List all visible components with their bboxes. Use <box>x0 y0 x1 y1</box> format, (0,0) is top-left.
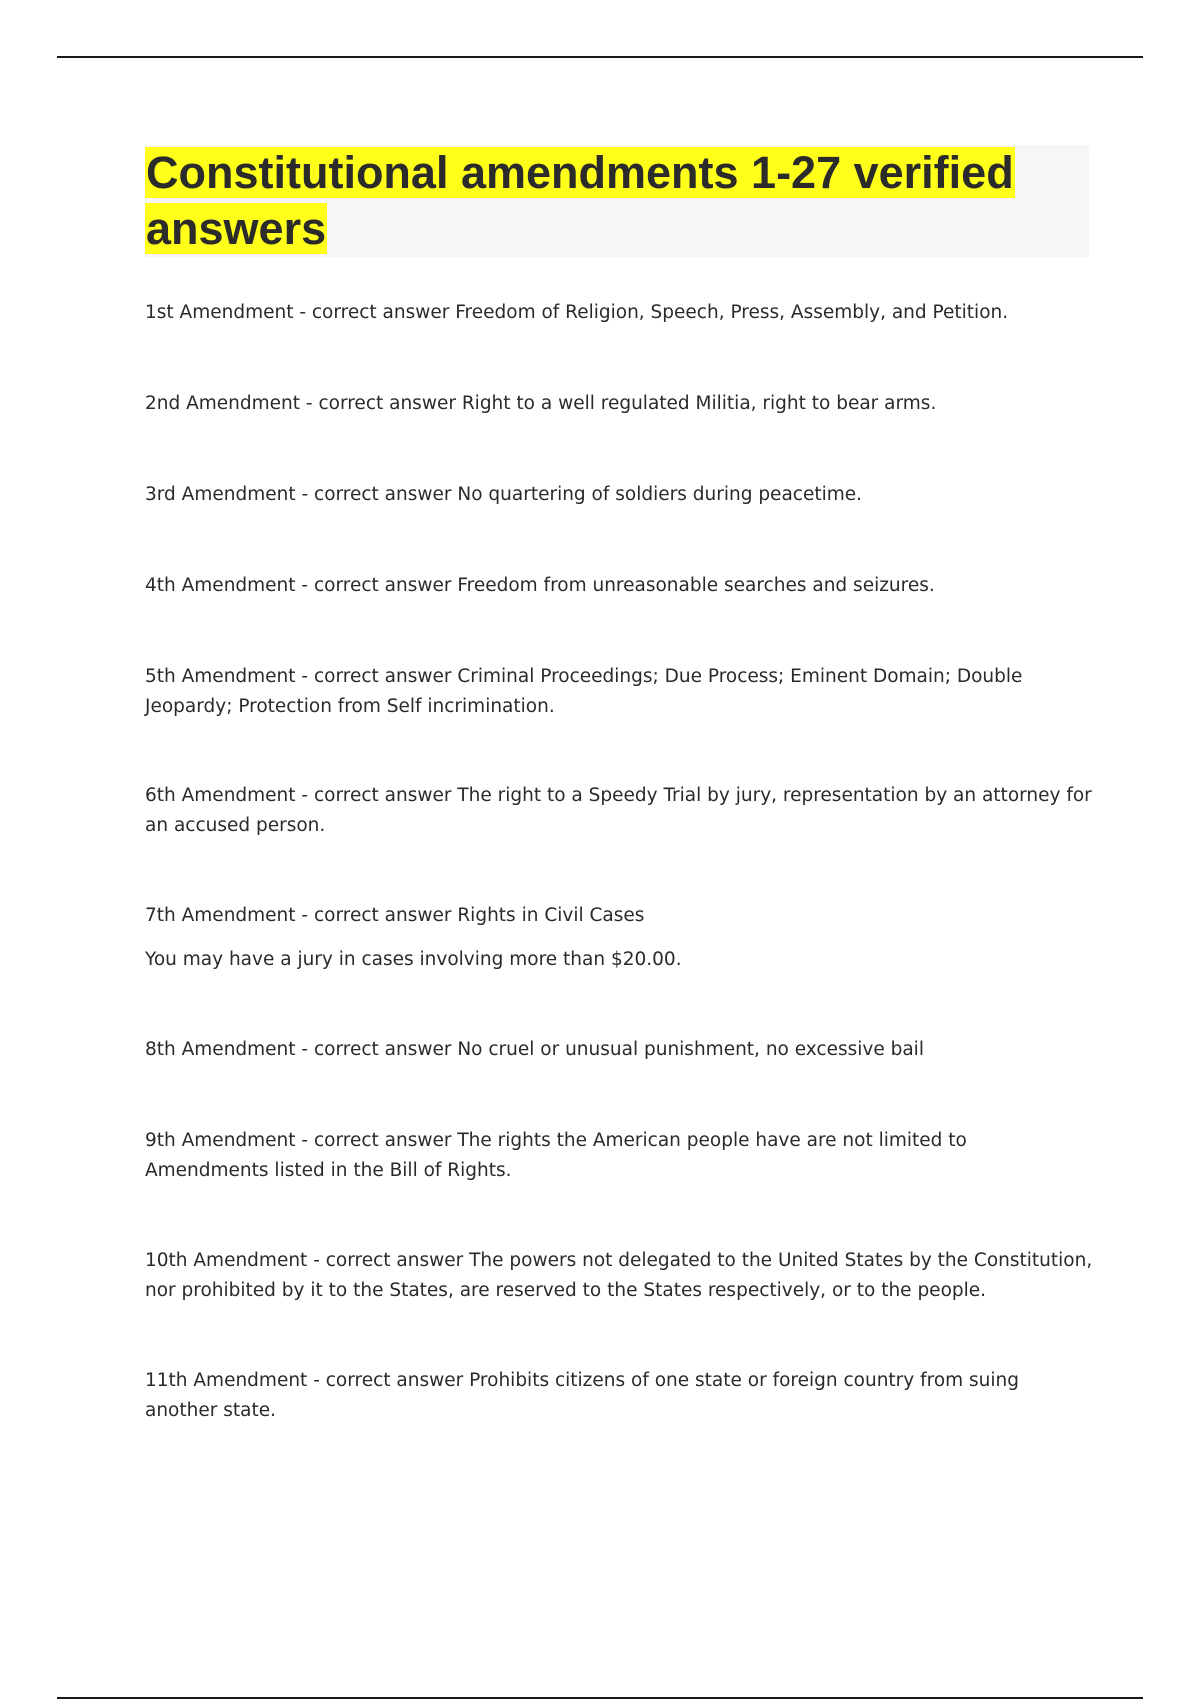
page-title <box>145 145 1089 257</box>
amendment-text: 4th Amendment - correct answer Freedom from unreasonable searches and seizures. <box>145 575 935 596</box>
amendment-text: 8th Amendment - correct answer No cruel or unusual punishment, no excessive bail <box>145 1039 924 1060</box>
amendment-entry-6 <box>145 781 1095 841</box>
title-highlight: Constitutional amendments 1-27 verified answers <box>146 147 1014 254</box>
amendment-text: 9th Amendment - correct answer The rights the American people have are not limited to Amendments listed in the Bill of Rights. <box>145 1130 967 1181</box>
amendment-entry-7 <box>145 901 1095 975</box>
amendment-entry-9 <box>145 1126 1095 1186</box>
amendment-entry-1 <box>145 298 1095 328</box>
top-rule <box>57 56 1143 58</box>
amendment-list <box>145 298 1095 1426</box>
amendment-text: 1st Amendment - correct answer Freedom of Religion, Speech, Press, Assembly, and Petition. <box>145 302 1009 323</box>
amendment-entry-2 <box>145 389 1095 419</box>
amendment-extra-text: You may have a jury in cases involving more than $20.00. <box>145 949 682 970</box>
amendment-text: 7th Amendment - correct answer Rights in Civil Cases <box>145 905 645 926</box>
amendment-entry-5 <box>145 662 1095 722</box>
amendment-entry-8 <box>145 1035 1095 1065</box>
amendment-text: 3rd Amendment - correct answer No quartering of soldiers during peacetime. <box>145 484 863 505</box>
amendment-entry-3 <box>145 480 1095 510</box>
amendment-text: 5th Amendment - correct answer Criminal Proceedings; Due Process; Eminent Domain; Double Jeopardy; Protection from Self incrimination. <box>145 666 1023 717</box>
amendment-entry-10 <box>145 1246 1095 1306</box>
amendment-text: 2nd Amendment - correct answer Right to a well regulated Militia, right to bear arms. <box>145 393 937 414</box>
bottom-rule <box>57 1697 1143 1699</box>
amendment-entry-4 <box>145 571 1095 601</box>
title-block <box>145 145 1089 257</box>
amendment-text: 6th Amendment - correct answer The right to a Speedy Trial by jury, representation by an attorney for an accused person. <box>145 785 1092 836</box>
amendment-text: 10th Amendment - correct answer The powers not delegated to the United States by the Constitution, nor prohibited by it to the States, are reserved to the States respectively, or to the people. <box>145 1250 1093 1301</box>
amendment-text: 11th Amendment - correct answer Prohibits citizens of one state or foreign country from suing another state. <box>145 1370 1020 1421</box>
amendment-entry-11 <box>145 1366 1095 1426</box>
